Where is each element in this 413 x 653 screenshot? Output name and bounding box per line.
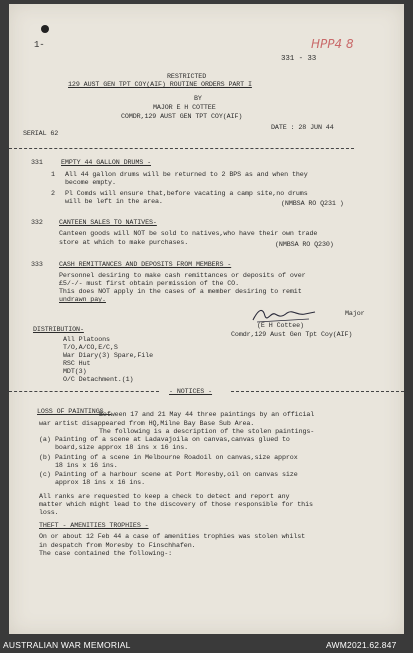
officer-title: COMDR,129 AUST GEN TPT COY(AIF) [121, 113, 243, 121]
header-rule [9, 148, 354, 149]
archive-name: AUSTRALIAN WAR MEMORIAL [3, 640, 131, 650]
order-title: CANTEEN SALES TO NATIVES- [59, 219, 157, 227]
item-text: All 44 gallon drums will be returned to 2 BPS as and when they [65, 171, 308, 179]
pencil-annotation: HPP4 8 [311, 37, 354, 51]
distribution-item: RSC Hut [63, 360, 91, 368]
notice-text: The following is a description of the stolen paintings- [99, 428, 315, 436]
signature-name: (E H Cottee) [257, 322, 304, 330]
order-number: 331 [31, 159, 43, 167]
distribution-item: O/C Detachment.(1) [63, 376, 134, 384]
notice-text: On or about 12 Feb 44 a case of amenities trophies was stolen whilst [39, 533, 306, 541]
order-text: This does NOT apply in the cases of a member desiring to remit [59, 288, 302, 296]
item-text: Pl Comds will ensure that,before vacating a camp site,no drums [65, 190, 308, 198]
notice-text: in despatch from Moresby to Finschhafen. [39, 542, 196, 550]
item-text: become empty. [65, 179, 116, 187]
order-text: £5/-/- must first obtain permission of the CO. [59, 280, 240, 288]
notices-rule [231, 391, 404, 392]
distribution-item: All Platoons [63, 336, 110, 344]
order-reference: (NMBSA RO Q231 ) [281, 200, 344, 208]
punch-hole [41, 25, 49, 33]
item-number: 1 [51, 171, 55, 179]
document-page [9, 4, 404, 634]
document-date: DATE : 28 JUN 44 [271, 124, 334, 132]
item-text: 18 ins x 16 ins. [55, 462, 118, 470]
item-number: 2 [51, 190, 55, 198]
accession-number: AWM2021.62.847 [326, 640, 397, 650]
classification: RESTRICTED [167, 73, 207, 81]
order-reference: (NMBSA RO Q230) [275, 241, 334, 249]
item-number: (b) [39, 454, 51, 462]
notice-text: All ranks are requested to keep a check to detect and report any [39, 493, 290, 501]
notices-rule [9, 391, 159, 392]
notice-text: loss. [39, 509, 59, 517]
notice-text: matter which might lead to the discovery of those responsible for this [39, 501, 313, 509]
order-text: Personnel desiring to make cash remittances or deposits of over [59, 272, 306, 280]
distribution-item: MDT(3) [63, 368, 87, 376]
item-number: (c) [39, 471, 51, 479]
item-number: (a) [39, 436, 51, 444]
notices-heading: - NOTICES - [169, 388, 213, 396]
item-text: Painting of a scene at Ladavajoila on canvas,canvas glued to [55, 436, 290, 444]
notice-title: THEFT - AMENITIES TROPHIES - [39, 522, 149, 530]
item-text: approx 18 ins x 16 ins. [55, 479, 146, 487]
item-text: will be left in the area. [65, 198, 163, 206]
order-title: CASH REMITTANCES AND DEPOSITS FROM MEMBERS - [59, 261, 232, 269]
order-number: 333 [31, 261, 43, 269]
by-line: BY [194, 95, 202, 103]
archive-footer [0, 636, 413, 653]
distribution-item: War Diary(3) Spare,File [63, 352, 154, 360]
item-text: board,size approx 18 ins x 16 ins. [55, 444, 189, 452]
item-text: Painting of a harbour scene at Port Moresby,oil on canvas size [55, 471, 298, 479]
officer-name: MAJOR E H COTTEE [153, 104, 216, 112]
order-title: EMPTY 44 GALLON DRUMS - [61, 159, 152, 167]
order-text: undrawn pay. [59, 296, 106, 304]
notice-title: LOSS OF PAINTINGS - [37, 408, 112, 416]
order-number: 332 [31, 219, 43, 227]
signature-title: Comdr,129 Aust Gen Tpt Coy(AIF) [231, 331, 353, 339]
document-title: 129 AUST GEN TPT COY(AIF) ROUTINE ORDERS PART I [68, 81, 252, 89]
page-reference: 331 - 33 [281, 55, 317, 63]
item-text: Painting of a scene in Melbourne Roadoil on canvas,size approx [55, 454, 298, 462]
notice-text: The case contained the following-: [39, 550, 173, 558]
notice-text: Between 17 and 21 May 44 three paintings by an official [99, 411, 315, 419]
distribution-label: DISTRIBUTION- [33, 326, 84, 334]
distribution-item: T/O,A/CO,E/C,S [63, 344, 118, 352]
notice-text: war artist disappeared from HQ,Milne Bay Base Sub Area. [39, 420, 255, 428]
serial-number: SERIAL 62 [23, 130, 59, 138]
order-text: store at which to make purchases. [59, 239, 189, 247]
corner-mark: 1- [34, 40, 45, 50]
order-text: Canteen goods will NOT be sold to natives,who have their own trade [59, 230, 318, 238]
signature-rank: Major [345, 310, 365, 318]
